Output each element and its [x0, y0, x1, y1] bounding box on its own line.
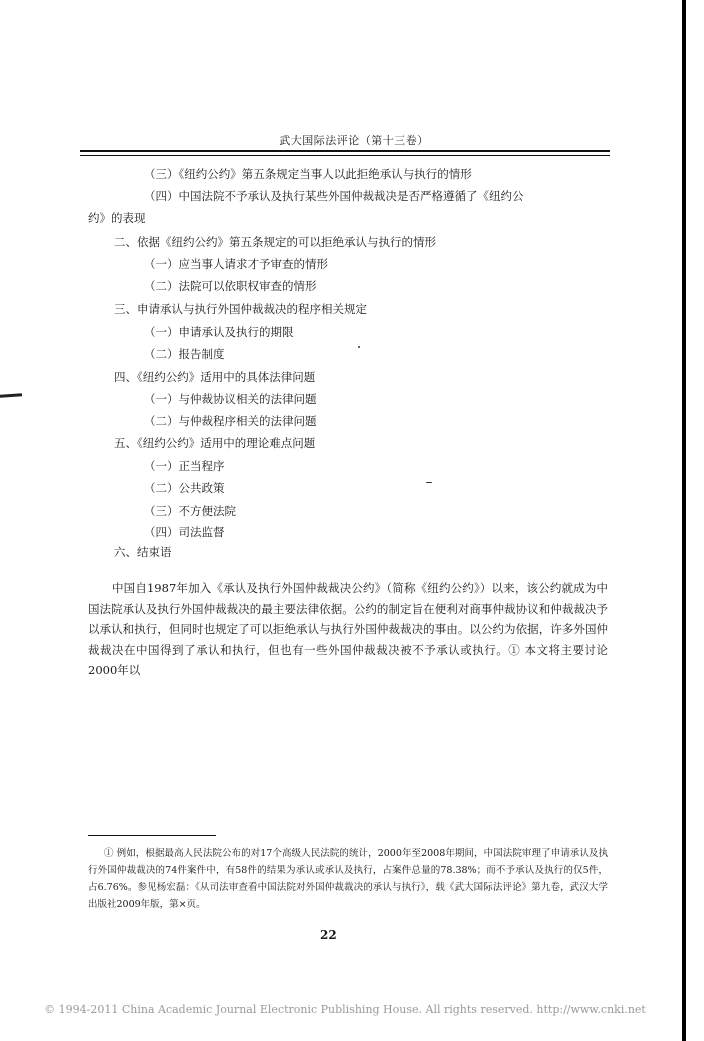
- footnote-rule: [88, 835, 216, 836]
- copyright-notice: © 1994-2011 China Academic Journal Electronic Publishing House. All rights reserved. http://www.cnki.net: [44, 1003, 646, 1016]
- toc-line: （二）与仲裁程序相关的法律问题: [144, 414, 317, 428]
- toc-line: 五、《纽约公约》适用中的理论难点问题: [114, 436, 316, 450]
- page-number: 22: [320, 928, 337, 942]
- toc-line: （三）不方便法院: [144, 504, 236, 518]
- toc-line: （四）司法监督: [144, 525, 225, 539]
- toc-line: 约》的表现: [88, 211, 146, 225]
- toc-line: （一）应当事人请求才予审查的情形: [144, 257, 328, 271]
- running-header: 武大国际法评论（第十三卷）: [279, 134, 429, 147]
- right-margin: [686, 0, 704, 1041]
- scan-speck: [426, 482, 432, 483]
- toc-line: 三、申请承认与执行外国仲裁裁决的程序相关规定: [114, 302, 367, 316]
- toc-line: （二）公共政策: [144, 481, 225, 495]
- toc-line: 六、结束语: [114, 545, 172, 559]
- toc-line: （一）申请承认及执行的期限: [144, 325, 294, 339]
- body-paragraph: 中国自1987年加入《承认及执行外国仲裁裁决公约》（简称《纽约公约》）以来，该公约就成为中国法院承认及执行外国仲裁裁决的最主要法律依据。公约的制定旨在便利对商事仲裁协议和仲裁裁决予以承认和执行，但同时也规定了可以拒绝承认与执行外国仲裁裁决的事由。以公约为依据，许多外国仲裁裁决在中国得到了承认和执行，但也有一些外国仲裁裁决被不予承认或执行。① 本文将主要讨论2000年以: [88, 581, 608, 677]
- toc-line: （二）法院可以依职权审查的情形: [144, 279, 317, 293]
- header-rule-thick: [80, 150, 610, 152]
- scan-speck: [358, 346, 360, 348]
- toc-line: （二）报告制度: [144, 347, 225, 361]
- toc-line: （三）《纽约公约》第五条规定当事人以此拒绝承认与执行的情形: [144, 167, 472, 181]
- toc-line: 二、依据《纽约公约》第五条规定的可以拒绝承认与执行的情形: [114, 235, 436, 249]
- toc-line: 四、《纽约公约》适用中的具体法律问题: [114, 370, 316, 384]
- toc-line: （一）正当程序: [144, 459, 225, 473]
- header-rule-thin: [80, 155, 610, 156]
- footnote: ① 例如，根据最高人民法院公布的对17个高级人民法院的统计，2000年至2008年期间，中国法院审理了申请承认及执行外国仲裁裁决的74件案件中，有58件的结果为承认或承认及执行，占案件总量的78.38%；而不予承认及执行的仅5件，占6.76%。参见杨宏磊：《从司法审查看中国法院对外国仲裁裁决的承认与执行》，载《武大国际法评论》第九卷，武汉大学出版社2009年版，第×页。: [88, 848, 608, 910]
- toc-line: （四）中国法院不予承认及执行某些外国仲裁裁决是否严格遵循了《纽约公: [144, 189, 524, 203]
- toc-line: （一）与仲裁协议相关的法律问题: [144, 392, 317, 406]
- left-scan-mark: [0, 393, 22, 398]
